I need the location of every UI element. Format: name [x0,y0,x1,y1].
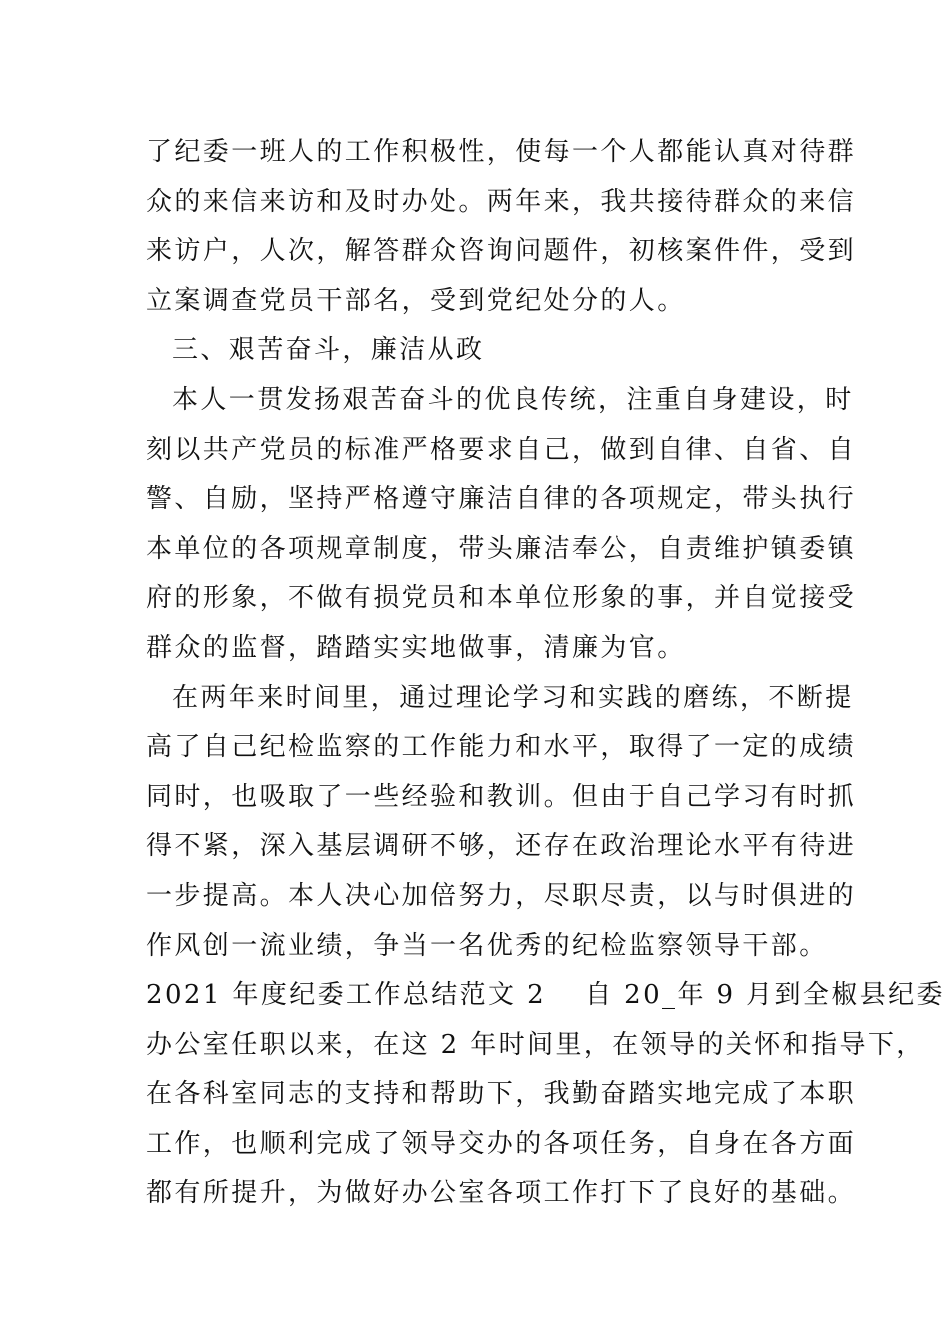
text-line: 高了自己纪检监察的工作能力和水平，取得了一定的成绩 [146,732,857,763]
article-title-line: 2021 年度纪委工作总结范文 2 自 20_年 9 月到全椒县纪委 [146,980,945,1011]
text-line: 来访户，人次，解答群众咨询问题件，初核案件件，受到 [146,236,857,267]
text-line: 得不紧，深入基层调研不够，还存在政治理论水平有待进 [146,831,857,862]
text-line: 办公室任职以来，在这 2 年时间里，在领导的关怀和指导下， [146,1029,925,1060]
text-line: 本人一贯发扬艰苦奋斗的优良传统，注重自身建设，时 [172,384,854,415]
text-line: 工作，也顺利完成了领导交办的各项任务，自身在各方面 [146,1128,857,1159]
text-line: 一步提高。本人决心加倍努力，尽职尽责，以与时俱进的 [146,880,857,911]
text-line: 众的来信来访和及时办处。两年来，我共接待群众的来信 [146,186,857,217]
text-line: 都有所提升，为做好办公室各项工作打下了良好的基础。 [146,1178,857,1209]
text-line: 警、自励，坚持严格遵守廉洁自律的各项规定，带头执行 [146,484,857,515]
text-line: 立案调查党员干部名，受到党纪处分的人。 [146,285,686,316]
text-line: 同时，也吸取了一些经验和教训。但由于自己学习有时抓 [146,781,857,812]
text-line: 本单位的各项规章制度，带头廉洁奉公，自责维护镇委镇 [146,533,857,564]
document-body [146,128,945,1219]
text-line: 在各科室同志的支持和帮助下，我勤奋踏实地完成了本职 [146,1079,857,1110]
section-heading: 三、艰苦奋斗，廉洁从政 [172,335,485,366]
text-line: 府的形象，不做有损党员和本单位形象的事，并自觉接受 [146,583,857,614]
text-line: 在两年来时间里，通过理论学习和实践的磨练，不断提 [172,682,854,713]
text-line: 刻以共产党员的标准严格要求自己，做到自律、自省、自 [146,434,857,465]
text-line: 了纪委一班人的工作积极性，使每一个人都能认真对待群 [146,137,857,167]
text-line: 作风创一流业绩，争当一名优秀的纪检监察领导干部。 [146,930,828,961]
text-line: 群众的监督，踏踏实实地做事，清廉为官。 [146,632,686,663]
